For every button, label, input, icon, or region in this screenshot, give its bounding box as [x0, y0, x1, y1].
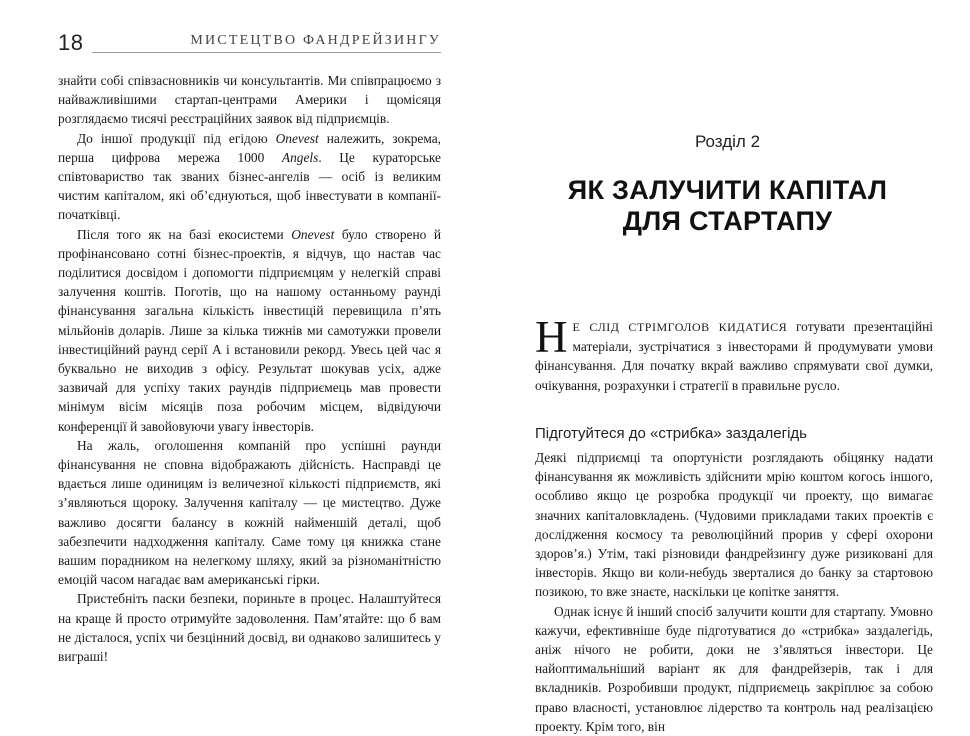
right-body-text	[535, 448, 933, 736]
paragraph-text: було створено й профінансовано сотні бізнес-проектів, я відчув, що настав час поділитися досвідом і допомогти підприємцям у нелегкій справі залучення коштів. Поготів, що на нашому останньому раунді фінансування загальна кількість інвестицій перевищила п’ять мільйонів доларів. Лише за кілька тижнів ми самотужки провели інвестиційний раунд серії А і встановили рекорд. Увесь цей час я буквально не виходив з офісу. Результат шокував усіх, адже зазвичай для успіху таких раундів підприємець мав провести мінімум вісім місяців поза робочим місцем, відвідуючи конференції й завойовуючи увагу інвесторів.	[58, 226, 442, 434]
chapter-label: Розділ 2	[694, 132, 761, 151]
intro-text: готувати презентаційні матеріали, зустрічатися з інвесторами й продумувати умови фінансування. Для початку вкрай важливо спрямувати свої думки, очікування, розрахунки і стратегії в правильне русло.	[535, 319, 933, 393]
paragraph-text: Пристебніть паски безпеки, пориньте в процес. Налаштуйтеся на краще й просто отримуйте задоволення. Пам’ятайте: що б вам не дісталося, успіх чи безцінний досвід, ви однаково залишитесь у виграші!	[58, 591, 441, 665]
header-rule	[92, 52, 441, 53]
paragraph	[58, 129, 441, 225]
right-page	[485, 0, 970, 734]
chapter-title-line-1: ЯК ЗАЛУЧИТИ КАПІТАЛ	[567, 175, 888, 205]
italic-term: Angels	[281, 149, 319, 165]
paragraph: Однак існує й інший спосіб залучити кошти для стартапу. Умовно кажучи, ефективніше буде підготуватися до «стрибка» заздалегідь, аніж нічого не робити, доки не з’являться інвестори. Це найоптимальніший варіант як для фандрейзерів, так і для вкладників. Розробивши продукт, підприємець закріплює за собою право власності, установлює лідерство та контроль над реалізацією проекту. Крім того, він	[535, 603, 933, 734]
paragraph	[58, 71, 441, 129]
left-body-text	[58, 71, 441, 666]
italic-term: Onevest	[275, 130, 319, 146]
paragraph	[58, 589, 441, 666]
intro-small-caps: Е СЛІД СТРІМГОЛОВ КИДАТИСЯ	[572, 320, 788, 334]
paragraph-text: знайти собі співзасновників чи консультантів. Ми співпрацюємо з найважливішими стартап-центрами Америки і щомісяця розглядаємо тисячі реєстраційних заявок від підприємців.	[58, 73, 441, 127]
section-subheading: Підготуйтеся до «стрибка» заздалегідь	[535, 425, 807, 442]
paragraph-text: Після того як на базі екосистеми	[77, 226, 292, 242]
paragraph-text: На жаль, оголошення компаній про успішні раунди фінансування не сповна відображають дійсність. Насправді це вдається лише одиницям із величезної кількості підприємств, які з’являються щороку. Залучення капіталу — це мистецтво. Дуже важливо досягти балансу в кожній найменшій деталі, щоб забезпечити надходження капіталу. Саме тому ця книжка стане вашим порадником на нелегкому шляху, який за різноманітністю емоцій часом нагадає вам американські гірки.	[58, 437, 441, 588]
page-number: 18	[58, 30, 84, 55]
chapter-title	[485, 175, 970, 237]
paragraph: Деякі підприємці та опортуністи розглядають обіцянку надати фінансування як можливість здійснити мрію коштом когось іншого, особливо якщо це розробка продукції чи проекту, що вимагає значних капіталовкладень. (Чудовими прикладами таких проектів є дослідження космосу та революційний прорив у сфері охорони здоров’я.) Утім, такі різновиди фандрейзингу дуже ризиковані для інвесторів. Якщо ви коли-небудь зверталися до банку за стартовою позикою, то вже знаєте, наскільки це копітке заняття.	[535, 450, 933, 600]
paragraph-text: . Це кураторське співтовариство так званих бізнес-ангелів — осіб із великим чистим капіталом, які об’єднуються, щоб інвестувати в компанії-початківці.	[58, 149, 441, 223]
running-title: МИСТЕЦТВО ФАНДРЕЙЗИНГУ	[190, 33, 441, 48]
italic-term: Onevest	[291, 226, 335, 242]
chapter-title-line-2: ДЛЯ СТАРТАПУ	[622, 206, 833, 236]
drop-cap: Н	[535, 312, 568, 362]
paragraph-text: До іншої продукції під егідою	[77, 130, 276, 146]
paragraph	[58, 225, 441, 436]
left-page-header	[58, 30, 441, 56]
chapter-intro	[535, 312, 933, 395]
paragraph-text: належить, зокрема, перша цифрова мережа 1000	[58, 130, 442, 165]
paragraph	[58, 436, 441, 590]
left-page	[0, 0, 485, 691]
